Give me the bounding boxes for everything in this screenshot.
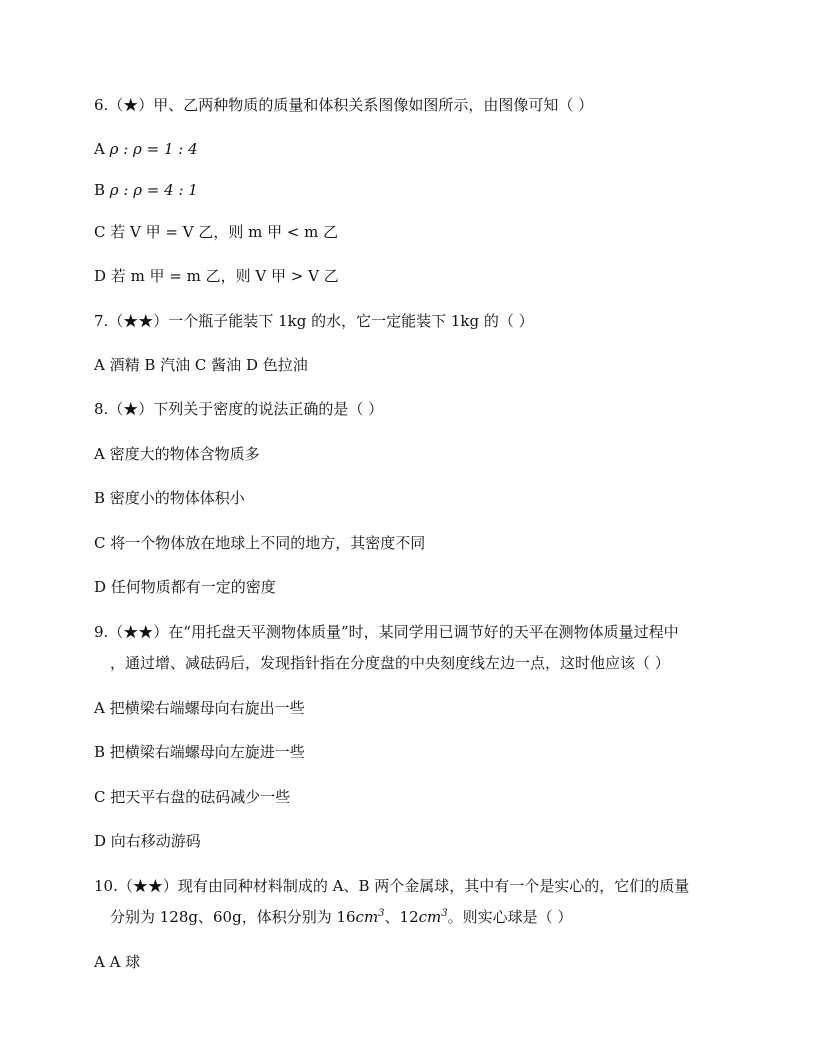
- question-6-option-b: B ρ : ρ = 4 : 1: [94, 181, 198, 199]
- question-9-option-a: A 把横梁右端螺母向右旋出一些: [94, 699, 305, 717]
- question-6-option-c: C 若 V 甲 = V 乙，则 m 甲 < m 乙: [94, 223, 339, 241]
- question-8-option-b: B 密度小的物体体积小: [94, 489, 245, 507]
- question-8-stem: 8.（★）下列关于密度的说法正确的是（ ）: [94, 400, 384, 418]
- question-9-stem-line-2: ，通过增、减砝码后，发现指针指在分度盘的中央刻度线左边一点，这时他应该（ ）: [110, 654, 670, 672]
- question-6-stem: 6.（★）甲、乙两种物质的质量和体积关系图像如图所示，由图像可知（ ）: [94, 96, 594, 114]
- question-8-option-a: A 密度大的物体含物质多: [94, 445, 260, 463]
- question-10-stem-line-2: 分别为 128g、60g，体积分别为 $16cm^3$、$12cm^3$。则实心球是（ ）: [110, 908, 573, 926]
- question-9-stem-line-1: 9.（★★）在“用托盘天平测物体质量”时，某同学用已调节好的天平在测物体质量过程中: [94, 623, 679, 641]
- question-8-option-d: D 任何物质都有一定的密度: [94, 578, 276, 596]
- unit-cm3: $cm^3$: [418, 908, 448, 926]
- unit-cm3: $cm^3$: [355, 908, 385, 926]
- question-9-option-b: B 把横梁右端螺母向左旋进一些: [94, 743, 305, 761]
- question-10-stem-line-1: 10.（★★）现有由同种材料制成的 A、B 两个金属球，其中有一个是实心的，它们的质量: [94, 877, 690, 895]
- math-formula: ρ : ρ = 4 : 1: [109, 181, 198, 199]
- question-8-option-c: C 将一个物体放在地球上不同的地方，其密度不同: [94, 534, 426, 552]
- question-6-option-d: D 若 m 甲 = m 乙，则 V 甲 > V 乙: [94, 267, 339, 285]
- question-9-option-d: D 向右移动游码: [94, 832, 201, 850]
- question-10-option-a: A A 球: [94, 953, 141, 971]
- question-7-options: A 酒精 B 汽油 C 酱油 D 色拉油: [94, 356, 308, 374]
- math-formula: ρ : ρ = 1 : 4: [109, 140, 198, 158]
- question-6-option-a: A ρ : ρ = 1 : 4: [94, 140, 198, 158]
- question-9-option-c: C 把天平右盘的砝码减少一些: [94, 788, 291, 806]
- question-7-stem: 7.（★★）一个瓶子能装下 1kg 的水，它一定能装下 1kg 的（ ）: [94, 312, 534, 330]
